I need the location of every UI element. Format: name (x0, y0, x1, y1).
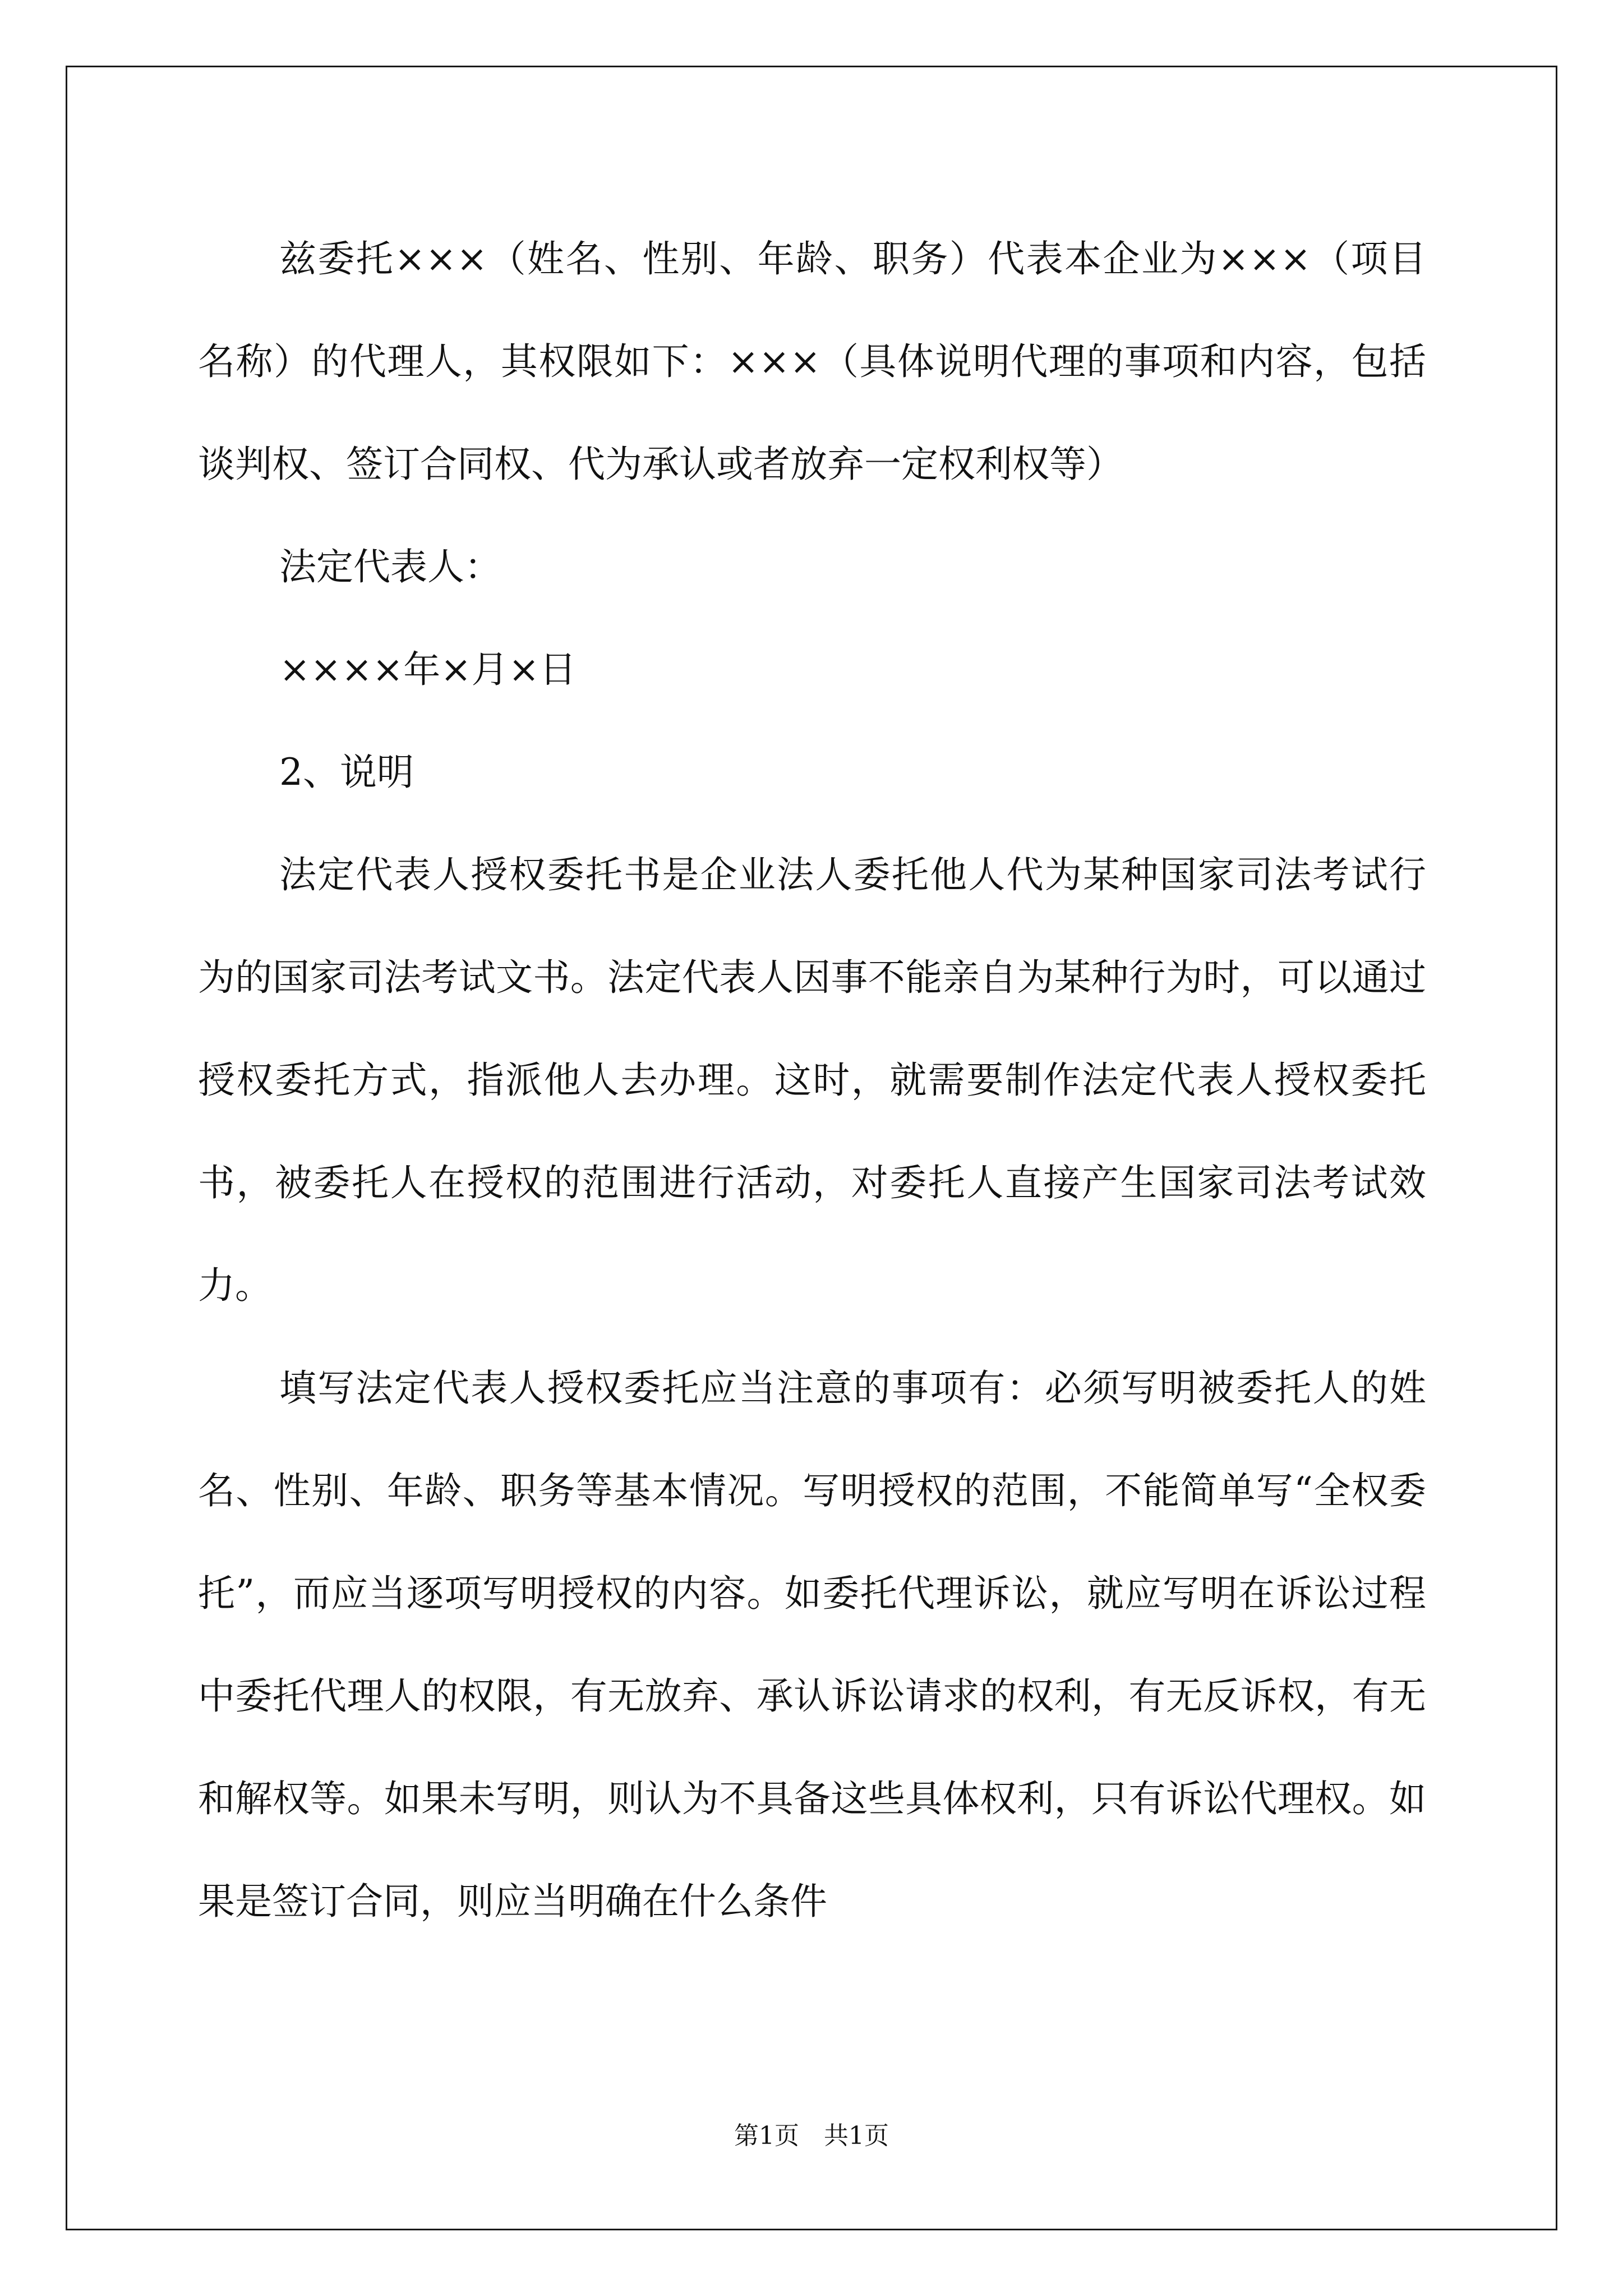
paragraph-legal-representative: 法定代表人： (279, 545, 501, 588)
paragraph-notes: 填写法定代表人授权委托应当注意的事项有：必须写明被委托人的姓名、性别、年龄、职务等基本情况。写明授权的范围，不能简单写“全权委托”，而应当逐项写明授权的内容。如委托代理诉讼，就应写明在诉讼过程中委托代理人的权限，有无放弃、承认诉讼请求的权利，有无反诉权，有无和解权等。如果未写明，则认为不具备这些具体权利，只有诉讼代理权。如果是签订合同，则应当明确在什么条件 (198, 1366, 1426, 1923)
section-heading-explanation: 2、说明 (279, 751, 414, 794)
paragraph-entrustment: 兹委托×××（姓名、性别、年龄、职务）代表本企业为×××（项目名称）的代理人，其权限如下：×××（具体说明代理的事项和内容，包括谈判权、签订合同权、代为承认或者放弃一定权利权等） (198, 237, 1426, 486)
page-footer: 第1页 共1页 (734, 2122, 889, 2150)
paragraph-explanation: 法定代表人授权委托书是企业法人委托他人代为某种国家司法考试行为的国家司法考试文书。法定代表人因事不能亲自为某种行为时，可以通过授权委托方式，指派他人去办理。这时，就需要制作法定代表人授权委托书，被委托人在授权的范围进行活动，对委托人直接产生国家司法考试效力。 (198, 853, 1426, 1307)
document-body (198, 208, 1426, 1953)
paragraph-date: ××××年×月×日 (279, 648, 577, 691)
